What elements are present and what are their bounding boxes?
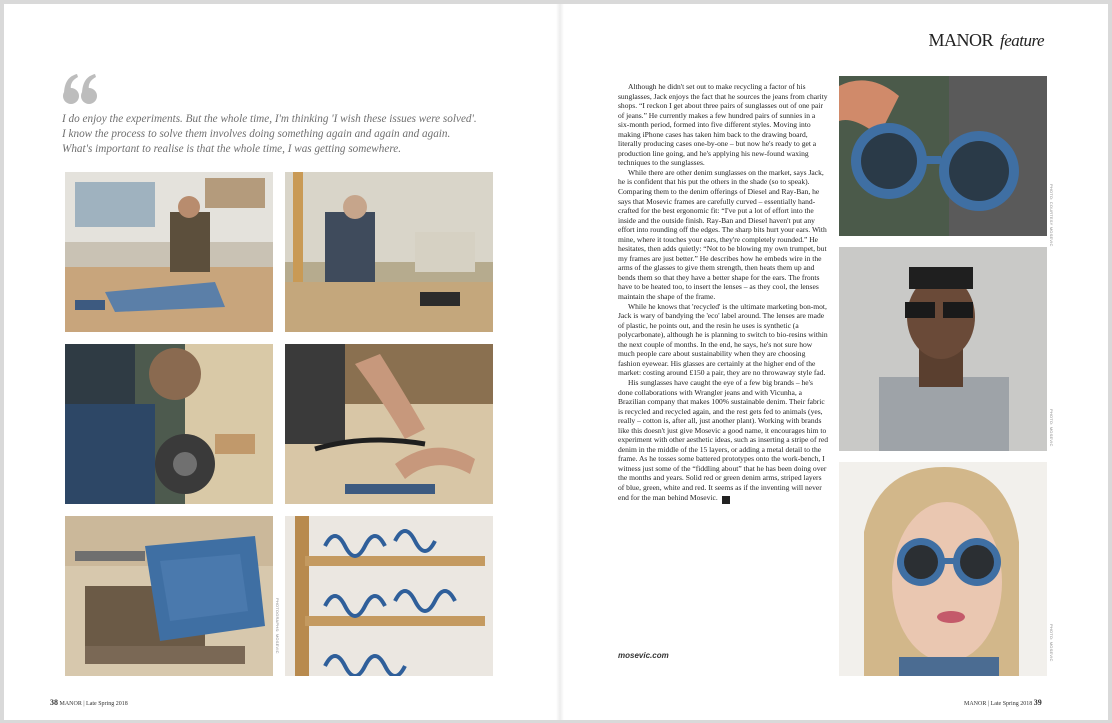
quote-mark-icon: [62, 72, 98, 106]
article-body: [618, 82, 828, 504]
article-paragraph: While he knows that 'recycled' is the ultimate marketing bon-mot, Jack is wary of bandying the 'eco' label around. The lenses are made of plastic, he points out, and the resin he uses is synthetic (a polycarbonate), although he is planning to switch to bio-resins within the next couple of months. In the end, he says, he's not sure how much people care about sustainability when they are choosing fashion eyewear. His glasses are certainly at the higher end of the market: costing around £150 a pair, they are no throwaway style fad.: [618, 301, 828, 378]
photo-credit: PHOTO: MOSEVIC: [1049, 409, 1054, 447]
photo-credit: PHOTO: COURTESY MOSEVIC: [1049, 184, 1054, 247]
photo-assembling-frame: [285, 344, 493, 504]
page-number: 38: [50, 698, 58, 707]
page-gutter: [556, 4, 564, 720]
pull-quote: [62, 112, 502, 157]
photo-hand-holding-sunglasses: [839, 76, 1047, 236]
folio-text: MANOR | Late Spring 2018: [964, 701, 1033, 707]
folio-left: [50, 698, 128, 707]
website-link[interactable]: mosevic.com: [618, 651, 669, 660]
pull-quote-line: I do enjoy the experiments. But the whole time, I'm thinking 'I wish these issues were solved'.: [62, 113, 477, 125]
page-number: 39: [1033, 698, 1042, 707]
article-paragraph: [618, 378, 828, 504]
photo-credit: PHOTO: MOSEVIC: [1049, 624, 1054, 662]
folio-right: [964, 698, 1042, 707]
pull-quote-line: I know the process to solve them involves doing something again and again and again.: [62, 128, 451, 140]
brand-name: MANOR: [928, 30, 993, 50]
magazine-spread: [4, 4, 1108, 720]
article-paragraph: Although he didn't set out to make recycling a factor of his sunglasses, Jack enjoys the fact that he sources the jeans from charity shops. “I reckon I get about three pairs of sunglasses out of one pair of jeans.” He currently makes a few hundred pairs of sunnies in a six-month period, formed into five different styles. Moving into making iPhone cases has taken him back to the drawing board, literally producing cases one-by-one – but now he's ready to get a production line going, and he's applying his new-found waxing techniques to the sunglasses.: [618, 82, 828, 168]
photo-vice-block: [65, 516, 273, 676]
header-brand: [928, 30, 1044, 51]
photo-grinding: [65, 344, 273, 504]
folio-text: MANOR | Late Spring 2018: [59, 701, 128, 707]
photo-cutting-denim: [65, 172, 273, 332]
article-paragraph: While there are other denim sunglasses on the market, says Jack, he is confident that his put the others in the shade (so to speak). Comparing them to the denim offerings of Diesel and Ray-Ban, he says that Mosevic frames are carefully curved – essentially hand-crafted for the best ergonomic fit: “I've put a lot of effort into the inside and the outside finish. Ray-Ban and Diesel haven't put any effort into rounding off the edges. The sharp bits hurt your ears. With mine, where it touches your ears, they're completely rounded.” He hesitates, then adds quietly: “Not to be blowing my own trumpet, but my frames are just better.” He describes how he embeds wire in the arms of the glasses to give them strength, then heats them up and bends them so that they have a better shape for the ears. The fronts have to be heated too, to insert the lenses – as they cool, the lenses maintain the shape of the frame.: [618, 167, 827, 302]
end-mark-icon: M: [722, 496, 730, 504]
photo-woman-denim-sunglasses: [839, 462, 1047, 676]
photo-worker-mask: [285, 172, 493, 332]
pull-quote-line: What's important to realise is that the whole time, I was getting somewhere.: [62, 143, 402, 155]
photo-man-sunglasses: [839, 247, 1047, 451]
photo-credit: PHOTOGRAPHS: MOSEVIC: [275, 598, 280, 654]
photo-drying-rack: [285, 516, 493, 676]
article-paragraph-text: His sunglasses have caught the eye of a few big brands – he's done collaborations with Wrangler jeans and with Vicunha, a Brazilian company that makes 100% sustainable denim. Their fabric is recycled and recycled again, and the rest gets fed to animals (yes, really – cotton is, after all, just another plant). Working with brands like this doesn't just give Mosevic a good name, it encourages him to experiment with other aesthetic ideas, such as inserting a stripe of red denim in the middle of the 15 layers, or adding a metal detail to the frame. As he tosses some battered prototypes onto the work-bench, I witness just some of the “fiddling about” that he has been doing over the months and years. Solid red or green denim arms, striped layers of blue, green, white and red. It seems as if the inventing will never end for the man behind Mosevic.: [618, 377, 828, 502]
section-label: feature: [999, 31, 1044, 50]
